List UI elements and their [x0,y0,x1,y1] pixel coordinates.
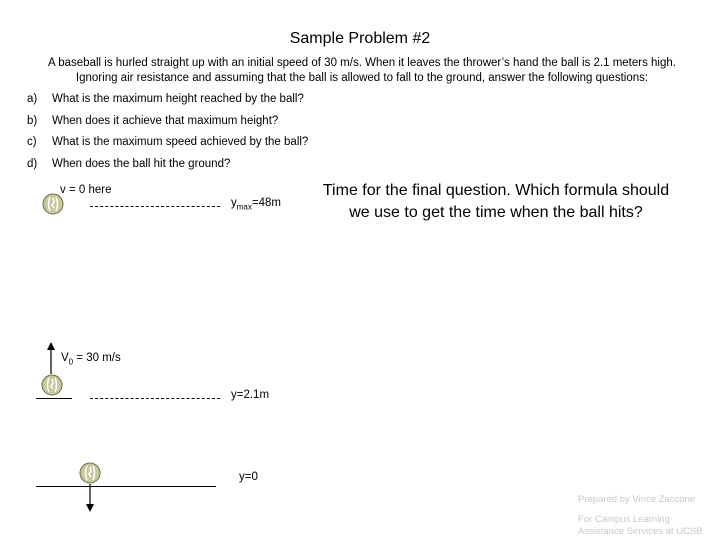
credit-line-3: Assistance Services at UCSB [578,526,703,537]
question-text-b: When does it achieve that maximum height? [52,115,279,127]
question-text-a: What is the maximum height reached by the ball? [52,93,304,105]
ymax-dashed-line [90,206,220,207]
problem-statement-line-2: Ignoring air resistance and assuming that the ball is allowed to fall to the ground, answer the following questions: [75,72,649,84]
ground-line [36,486,216,487]
question-text-c: What is the maximum speed achieved by the ball? [52,136,309,148]
credit-line-1: Prepared by Vince Zaccone [578,494,696,505]
initial-velocity-label: $V_0 = 30$ m/s [61,352,121,367]
final-question-prompt-line-1: Time for the final question. Which formula should [322,182,670,199]
question-letter-c: c) [27,136,37,148]
velocity-up-arrow [45,342,57,374]
throw-height-solid-line [36,398,72,399]
credit-line-2: For Campus Learning [578,514,670,525]
problem-statement-line-1: A baseball is hurled straight up with an initial speed of 30 m/s. When it leaves the thrower’s hand the ball is 2.1 meters high. [48,57,676,69]
velocity-down-arrow [84,484,96,512]
baseball-icon [41,374,63,396]
ground-label: y=0 [239,471,258,483]
question-letter-a: a) [27,93,38,105]
question-letter-d: d) [27,158,38,170]
baseball-icon [42,193,64,215]
top-velocity-label: v = 0 here [60,184,112,196]
throw-height-dashed-line [90,398,220,399]
page-title: Sample Problem #2 [289,30,431,47]
baseball-icon [79,462,101,484]
question-letter-b: b) [27,115,38,127]
problem-statement [22,56,702,86]
ymax-label: $y_{max}=48m$ [231,197,281,212]
final-question-prompt-line-2: we use to get the time when the ball hits? [349,204,643,221]
throw-height-label: y=2.1m [231,389,270,401]
final-question-prompt [296,180,696,224]
question-text-d: When does the ball hit the ground? [52,158,231,170]
